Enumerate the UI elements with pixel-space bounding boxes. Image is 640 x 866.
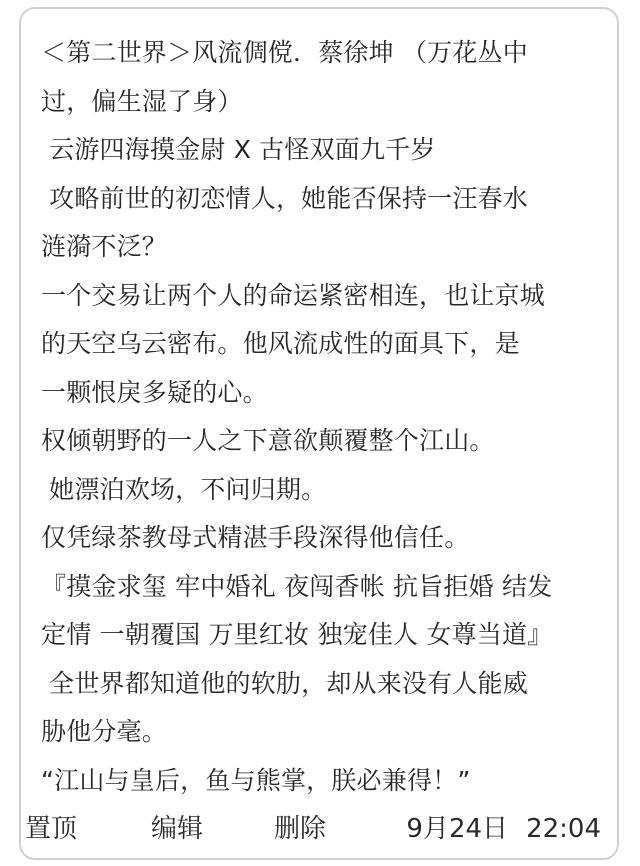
- note-line: 她漂泊欢场，不问归期。: [41, 474, 327, 504]
- note-line: 云游四海摸金尉 X 古怪双面九千岁: [41, 135, 436, 164]
- note-line: 过，偏生湿了身）: [41, 86, 243, 116]
- note-line: 一个交易让两个人的命运紧密相连，也让京城: [41, 280, 546, 310]
- note-line: 攻略前世的初恋情人，她能否保持一汪春水: [41, 183, 528, 213]
- note-line: 仅凭绿茶教母式精湛手段深得他信任。: [41, 523, 470, 552]
- timestamp-date: 9月24日: [406, 814, 509, 844]
- note-footer: [21, 804, 617, 854]
- note-line: 权倾朝野的一人之下意欲颠覆整个江山。: [41, 426, 495, 455]
- timestamp: [406, 804, 601, 854]
- note-line: 『摸金求玺 牢中婚礼 夜闯香帐 抗旨拒婚 结发: [41, 571, 553, 601]
- edit-button[interactable]: 编辑: [151, 814, 204, 844]
- note-line: 一颗恨戾多疑的心。: [41, 377, 268, 407]
- pin-button[interactable]: 置顶: [25, 814, 78, 844]
- note-body: [41, 29, 605, 805]
- note-line: 的天空乌云密布。他风流成性的面具下，是: [41, 329, 520, 358]
- note-line: 定情 一朝覆国 万里红妆 独宠佳人 女尊当道』: [41, 620, 553, 649]
- delete-button[interactable]: 删除: [274, 814, 327, 844]
- note-line: “江山与皇后，鱼与熊掌，朕必兼得！”: [41, 765, 471, 795]
- note-line: 胁他分毫。: [41, 717, 168, 746]
- note-line: 涟漪不泛？: [41, 232, 168, 261]
- note-line: 全世界都知道他的软肋，却从来没有人能威: [41, 668, 528, 698]
- note-line: ＜第二世界＞风流倜傥．蔡徐坤 （万花丛中: [41, 38, 528, 67]
- note-card: [19, 7, 619, 860]
- timestamp-time: 22:04: [526, 814, 601, 844]
